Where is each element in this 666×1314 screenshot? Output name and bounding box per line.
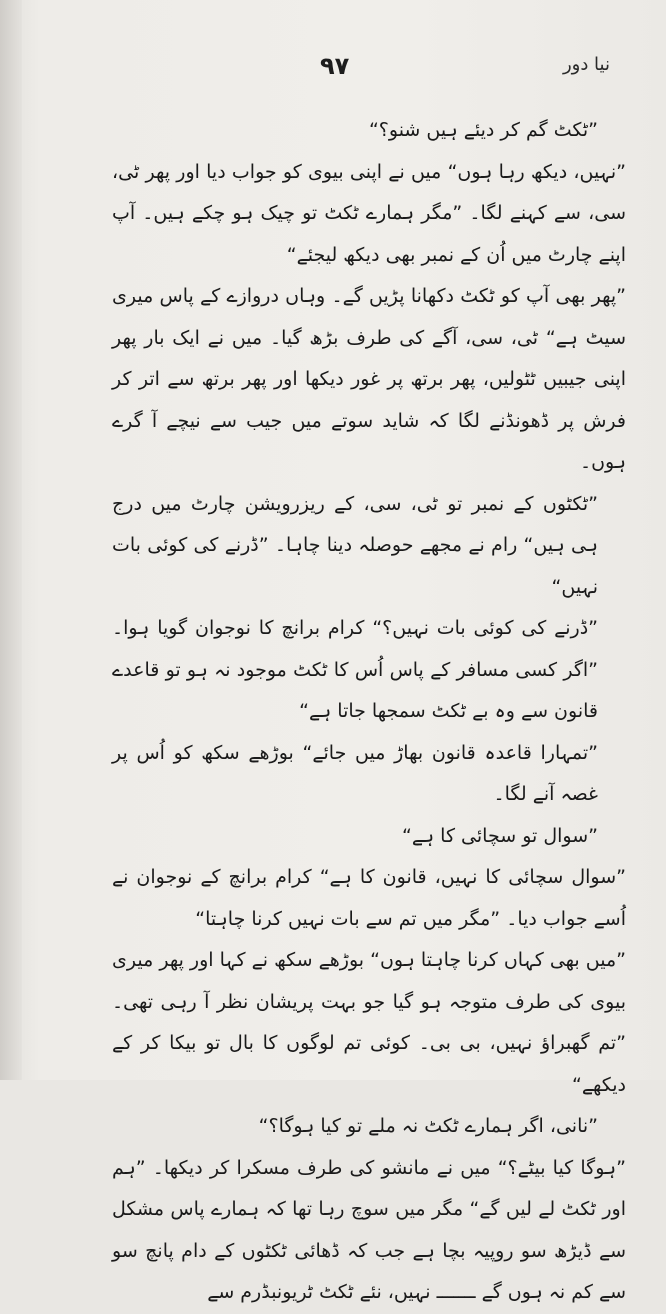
body-text: [112, 110, 626, 1314]
paragraph-6: ”تمہارا قاعدہ قانون بھاڑ میں جائے“ بوڑھے سکھ کو اُس پر غصہ آنے لگا۔: [112, 741, 598, 805]
running-title: نیا دور: [562, 54, 610, 75]
page-spine-shadow: [0, 0, 22, 1080]
paragraph-2: ”نہیں، دیکھ رہا ہوں“ میں نے اپنی بیوی کو جواب دیا اور پھر ٹی، سی، سے کہنے لگا۔ ”مگر ہمارے ٹکٹ تو چیک ہو چکے ہیں۔ آپ اپنے چارٹ میں اُن کے نمبر بھی دیکھ لیجئے“: [112, 160, 626, 266]
page-number: ۹۷: [320, 52, 350, 80]
paragraph-11: ”ہوگا کیا بیٹے؟“ میں نے مانشو کی طرف مسکرا کر دیکھا۔ ”ہم اور ٹکٹ لے لیں گے“ مگر میں سوچ رہا تھا کہ ہمارے پاس مشکل سے ڈیڑھ سو روپیہ بچا ہے جب کہ ڈھائی ٹکٹوں کے دام پانچ سو سے کم نہ ہوں گے ـــــــ نہیں، نئے ٹکٹ ٹریونبڈرم سے: [112, 1156, 626, 1303]
paragraph-5: ”ڈرنے کی کوئی بات نہیں؟“ کرام برانچ کا نوجوان گویا ہوا۔ ”اگر کسی مسافر کے پاس اُس کا ٹکٹ موجود نہ ہو تو قاعدے قانون سے وہ بے ٹکٹ سمجھا جاتا ہے“: [112, 617, 598, 722]
paragraph-10: ”نانی، اگر ہمارے ٹکٹ نہ ملے تو کیا ہوگا؟“: [258, 1115, 598, 1137]
paragraph-9: ”میں بھی کہاں کرنا چاہتا ہوں“ بوڑھے سکھ نے کہا اور پھر میری بیوی کی طرف متوجہ ہو گیا جو بہت پریشان نظر آ رہی تھی۔ ”تم گھبراؤ نہیں، بی بی۔ کوئی تم لوگوں کا بال تو بیکا کر کے دیکھے“: [112, 949, 626, 1096]
page-header: [90, 52, 610, 92]
paragraph-7: ”سوال تو سچائی کا ہے“: [402, 824, 598, 847]
paragraph-8: ”سوال سچائی کا نہیں، قانون کا ہے“ کرام برانچ کے نوجوان نے اُسے جواب دیا۔ ”مگر میں تم سے بات نہیں کرنا چاہتا“: [112, 866, 626, 930]
paragraph-4: ”ٹکٹوں کے نمبر تو ٹی، سی، کے ریزرویشن چارٹ میں درج ہی ہیں“ رام نے مجھے حوصلہ دینا چاہا۔ ”ڈرنے کی کوئی بات نہیں“: [112, 492, 598, 598]
paragraph-1: ”ٹکٹ گم کر دیئے ہیں شنو؟“: [368, 119, 598, 141]
paragraph-3: ”پھر بھی آپ کو ٹکٹ دکھانا پڑیں گے۔ وہاں دروازے کے پاس میری سیٹ ہے“ ٹی، سی، آگے کی طرف بڑھ گیا۔ میں نے ایک بار پھر اپنی جیبیں ٹٹولیں، پھر برتھ پر غور دیکھا اور پھر برتھ سے اتر کر فرش پر ڈھونڈنے لگا کہ شاید سوتے میں جیب سے نیچے آ گرے ہوں۔: [112, 285, 626, 473]
